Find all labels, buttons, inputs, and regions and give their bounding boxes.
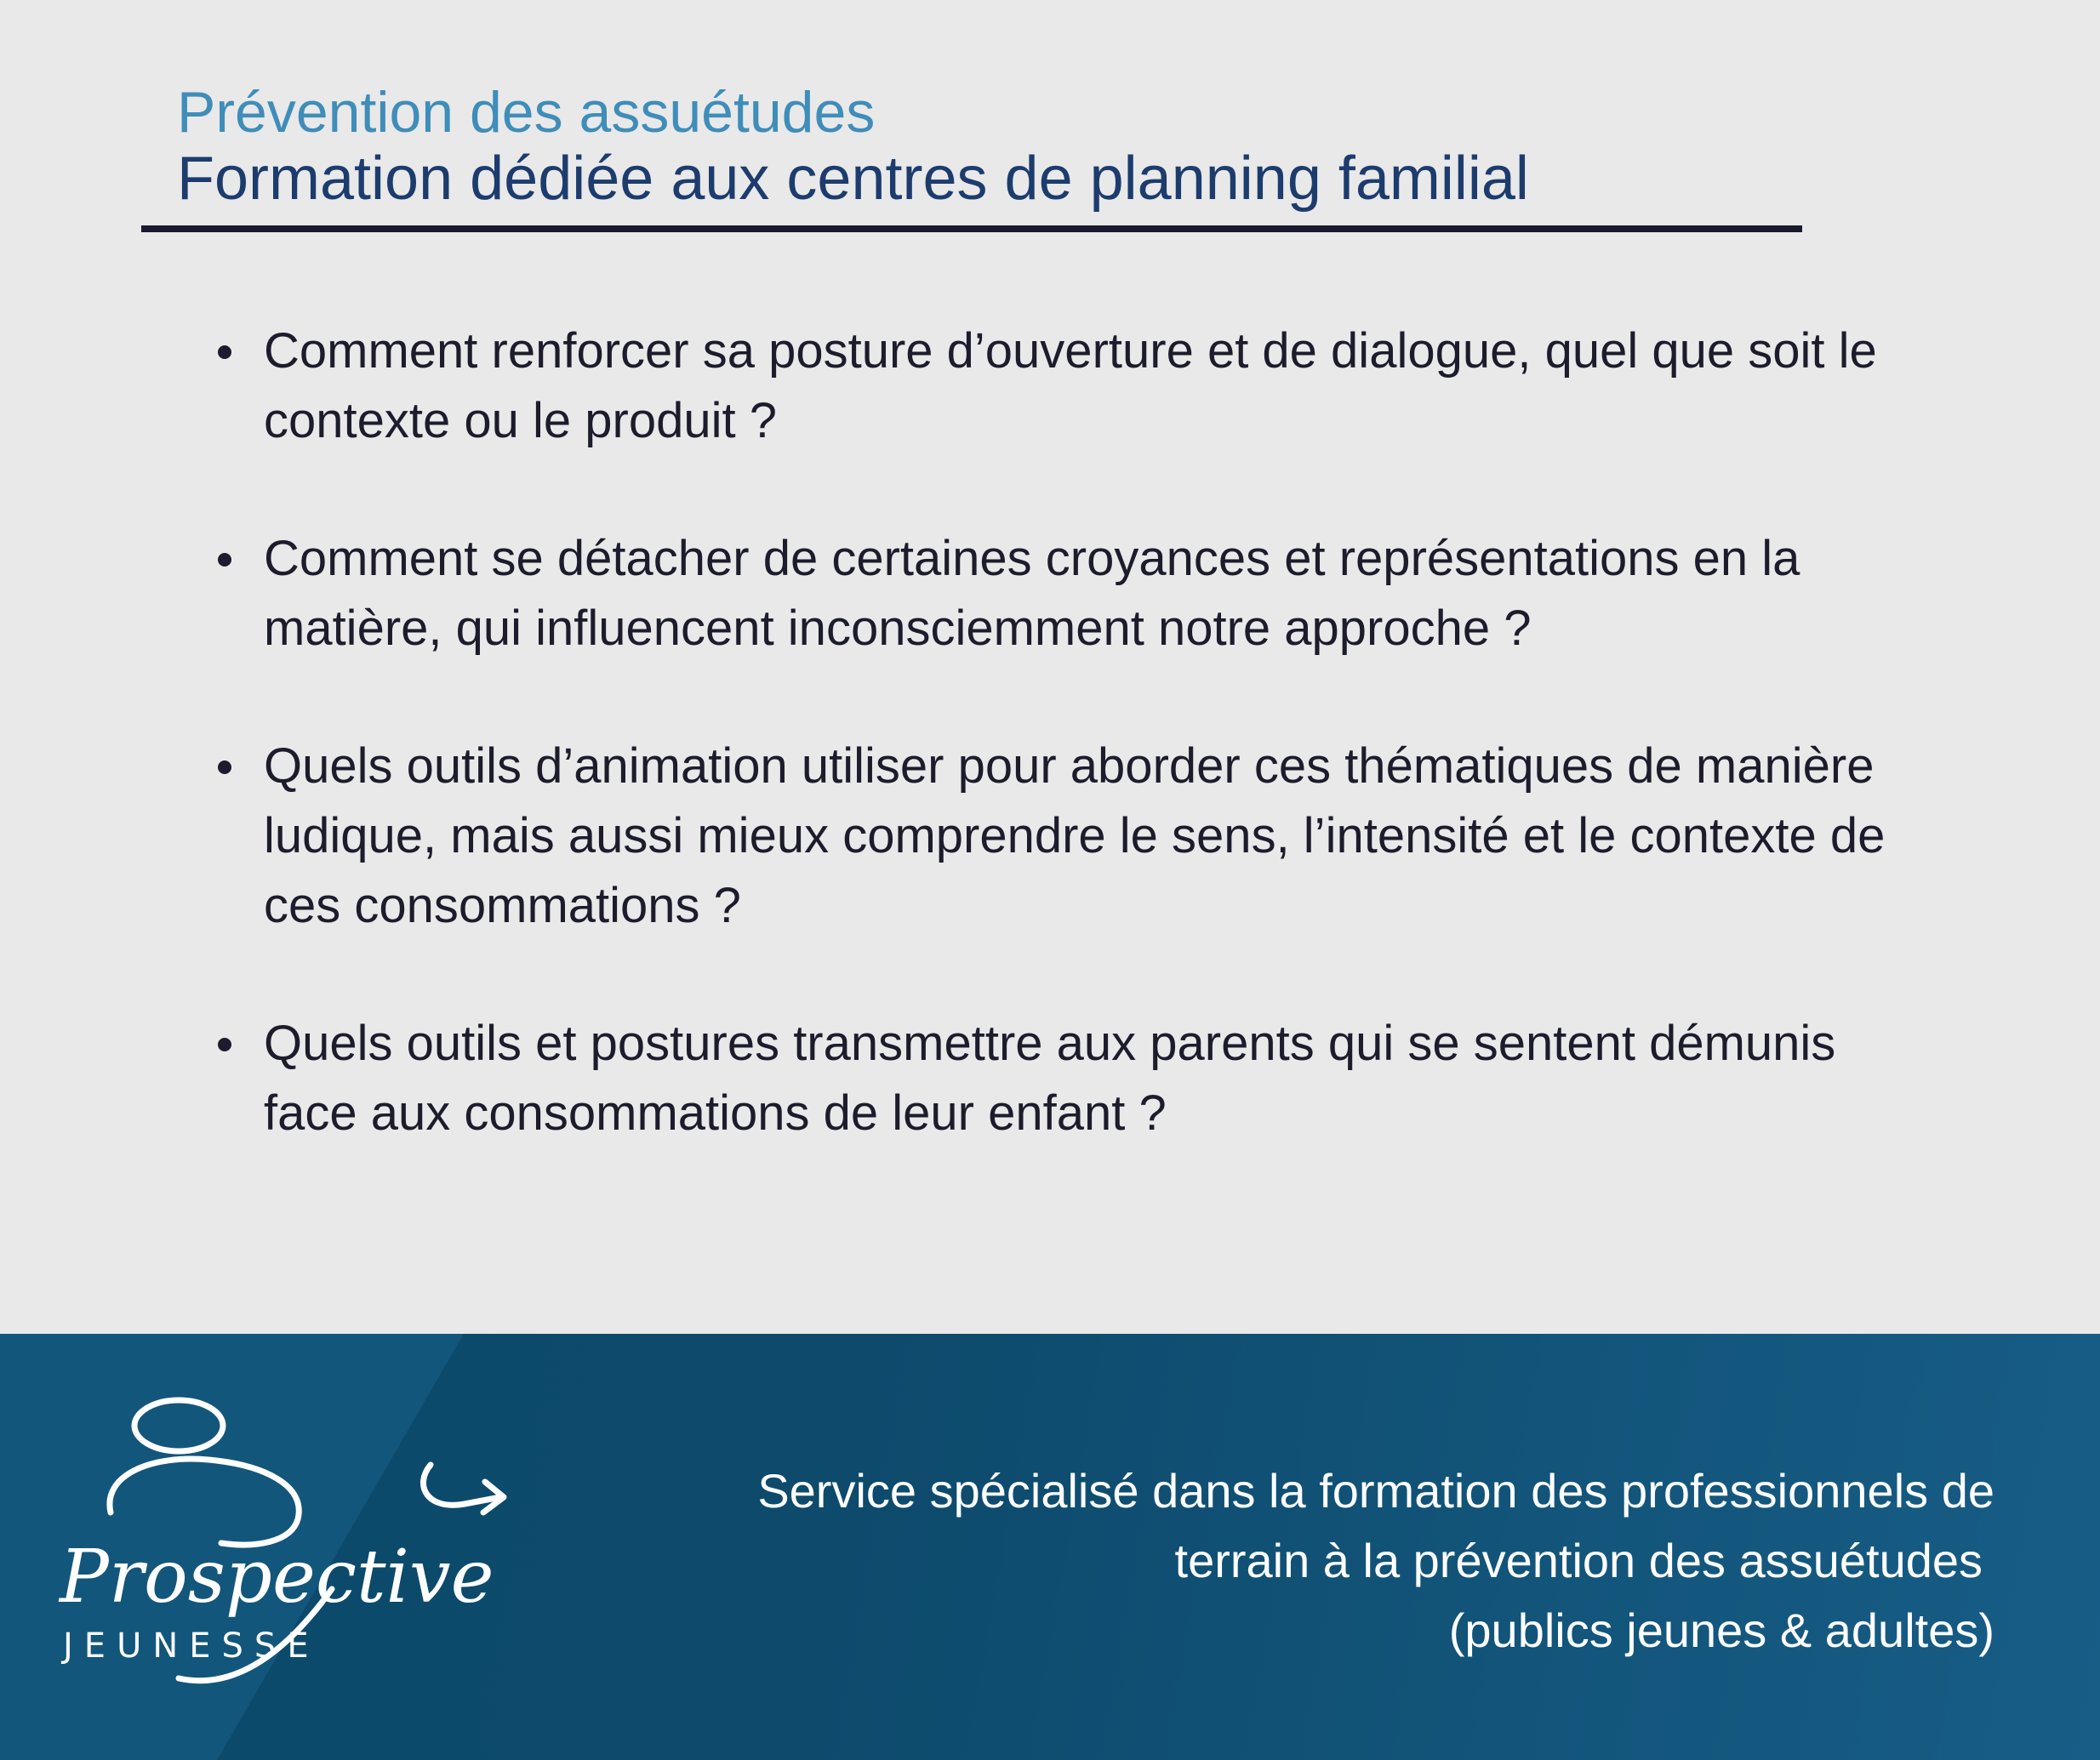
list-item-text: Comment se détacher de certaines croyances et représentations en la matière, qui influencent inconsciemment notre approche ? xyxy=(264,531,1800,656)
page-subtitle: Prévention des assuétudes xyxy=(177,80,876,145)
list-item-text: Comment renforcer sa posture d’ouverture et de dialogue, quel que soit le contexte ou le produit ? xyxy=(264,323,1877,448)
bullet-dot-icon xyxy=(218,553,231,567)
logo-script-text: Prospective xyxy=(60,1535,494,1620)
service-tagline xyxy=(378,1456,1994,1666)
page-title: Formation dédiée aux centres de planning familial xyxy=(177,145,1529,213)
question-list xyxy=(213,316,1940,1216)
bullet-dot-icon xyxy=(218,345,231,359)
list-item xyxy=(213,1009,1932,1148)
bullet-dot-icon xyxy=(218,760,231,774)
list-item-text: Quels outils et postures transmettre aux parents qui se sentent démunis face aux consommations de leur enfant ? xyxy=(264,1016,1836,1141)
header xyxy=(177,78,1529,214)
tagline-line: terrain à la prévention des assuétudes xyxy=(1174,1534,1983,1587)
title-divider xyxy=(141,225,1802,232)
footer-banner xyxy=(0,1334,2100,1760)
list-item-text: Quels outils d’animation utiliser pour aborder ces thématiques de manière ludique, mais aussi mieux comprendre le sens, l’intensité et le contexte de ces consommations ? xyxy=(264,738,1886,933)
prospective-jeunesse-logo xyxy=(51,1385,494,1725)
tagline-line: (publics jeunes & adultes) xyxy=(1448,1603,1994,1657)
tagline-line: Service spécialisé dans la formation des professionnels de xyxy=(757,1464,1994,1518)
list-item xyxy=(213,316,1932,456)
list-item xyxy=(213,524,1932,664)
list-item xyxy=(213,732,1957,941)
bullet-dot-icon xyxy=(218,1038,231,1051)
logo-caps-text: JEUNESSE xyxy=(63,1626,320,1666)
